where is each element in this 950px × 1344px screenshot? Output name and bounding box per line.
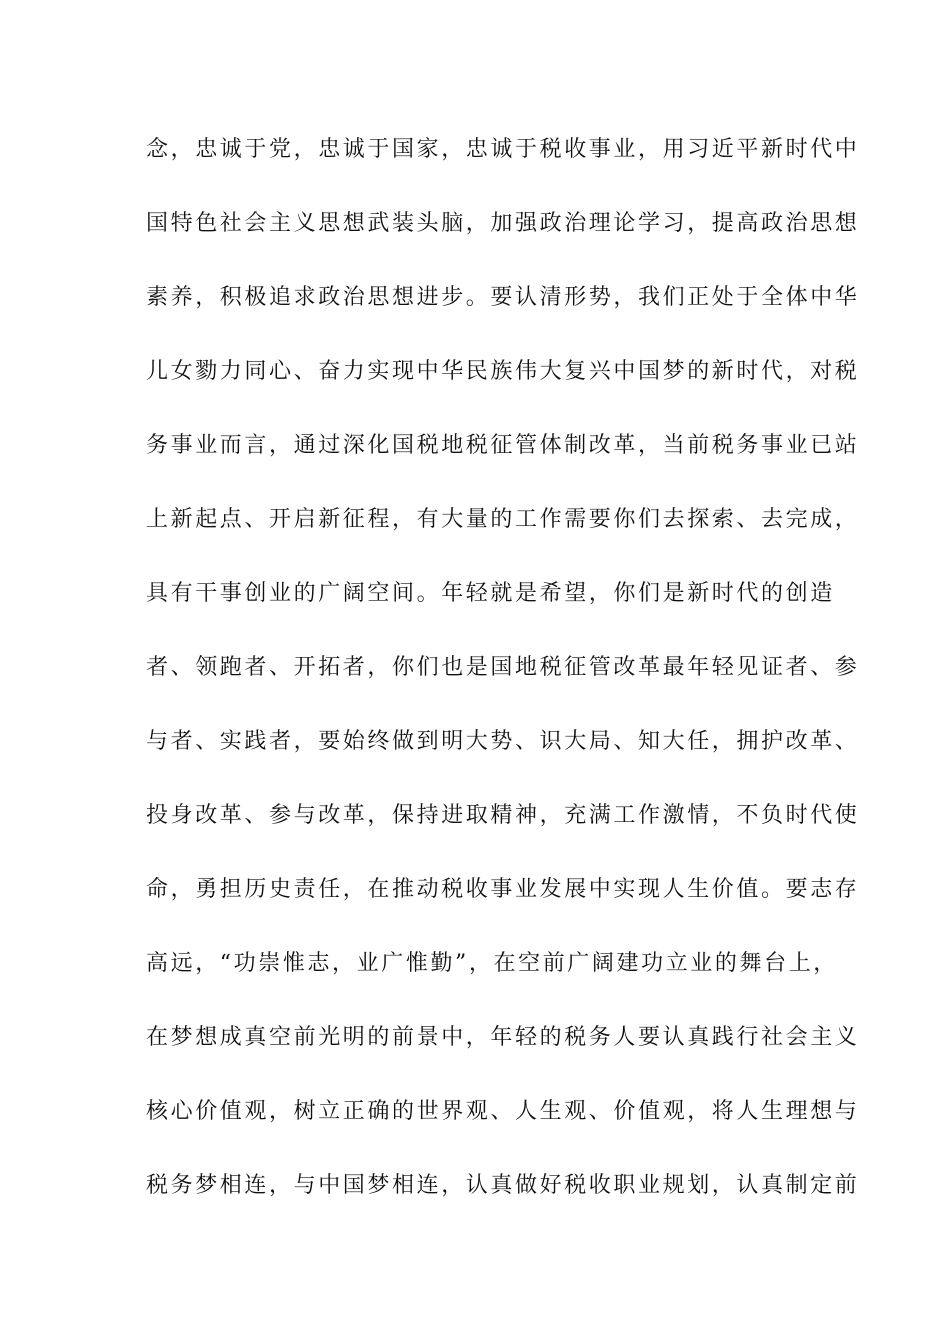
text-line: 具有干事创业的广阔空间。年轻就是希望，你们是新时代的创造 — [146, 581, 835, 606]
text-line: 上新起点、开启新征程，有大量的工作需要你们去探索、去完成， — [146, 507, 860, 532]
text-line: 素养，积极追求政治思想进步。要认清形势，我们正处于全体中华 — [146, 285, 860, 310]
text-line: 国特色社会主义思想武装头脑，加强政治理论学习，提高政治思想 — [146, 211, 860, 236]
text-line: 高远，“功崇惟志，业广惟勤”，在空前广阔建功立业的舞台上， — [146, 951, 838, 976]
text-line: 务事业而言，通过深化国税地税征管体制改革，当前税务事业已站 — [146, 433, 860, 458]
text-line: 核心价值观，树立正确的世界观、人生观、价值观，将人生理想与 — [146, 1099, 860, 1124]
text-line: 在梦想成真空前光明的前景中，年轻的税务人要认真践行社会主义 — [146, 1025, 860, 1050]
text-line: 命，勇担历史责任，在推动税收事业发展中实现人生价值。要志存 — [146, 877, 860, 902]
text-line: 者、领跑者、开拓者，你们也是国地税征管改革最年轻见证者、参 — [146, 655, 860, 680]
text-line: 与者、实践者，要始终做到明大势、识大局、知大任，拥护改革、 — [146, 729, 860, 754]
text-line: 投身改革、参与改革，保持进取精神，充满工作激情，不负时代使 — [146, 803, 860, 828]
text-line: 念，忠诚于党，忠诚于国家，忠诚于税收事业，用习近平新时代中 — [146, 137, 860, 162]
text-line: 儿女勠力同心、奋力实现中华民族伟大复兴中国梦的新时代，对税 — [146, 359, 860, 384]
text-line: 税务梦相连，与中国梦相连，认真做好税收职业规划，认真制定前 — [146, 1173, 860, 1198]
body-text — [146, 131, 860, 1241]
